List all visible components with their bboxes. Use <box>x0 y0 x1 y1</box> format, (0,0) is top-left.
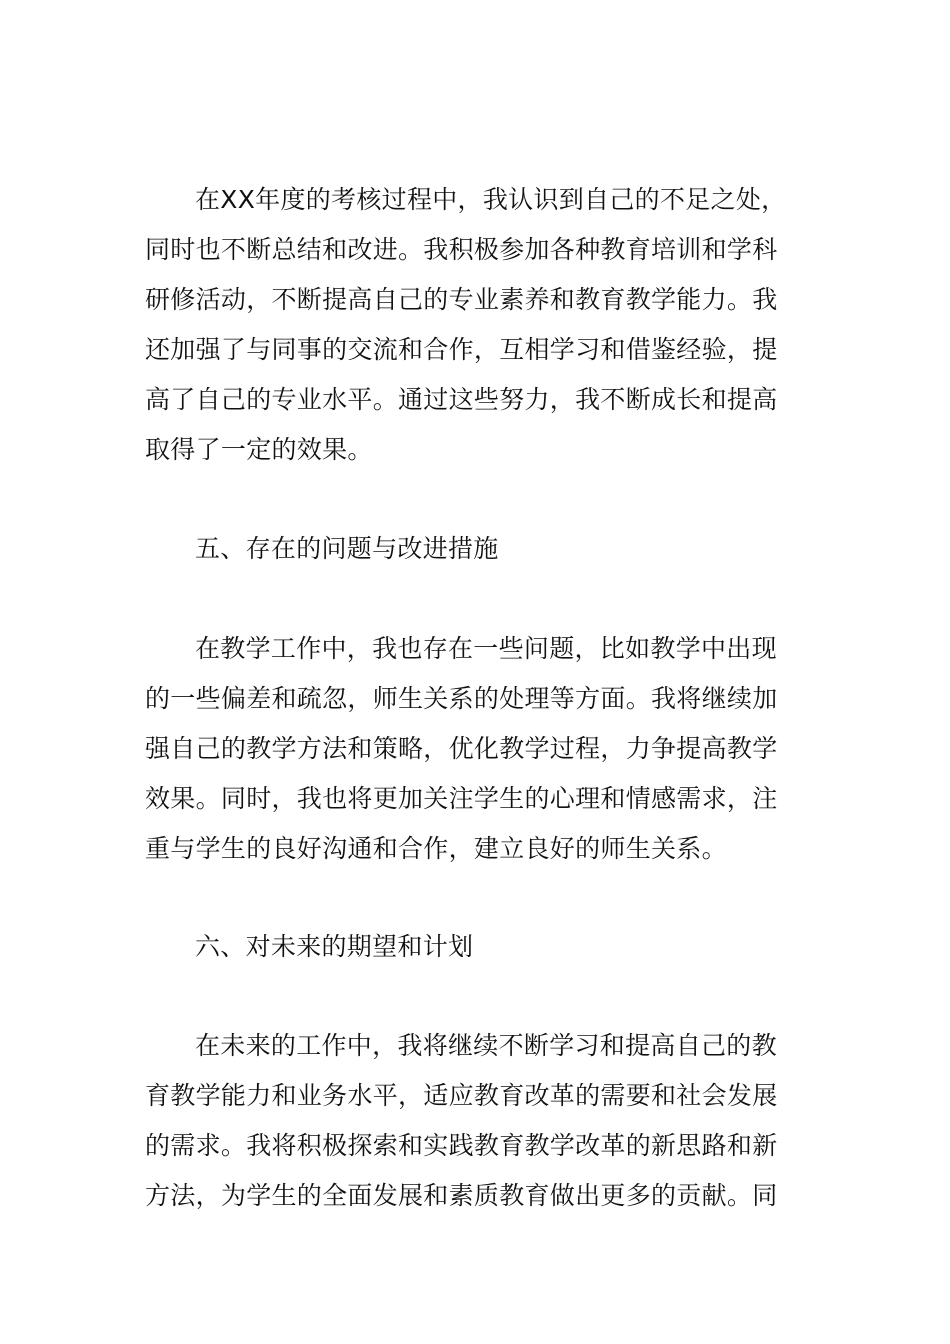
paragraph-line: 强自己的教学方法和策略，优化教学过程，力争提高教学 <box>145 734 778 763</box>
section-heading: 五、存在的问题与改进措施 <box>195 534 499 563</box>
section-heading-future <box>145 922 815 972</box>
paragraph-line: 重与学生的良好沟通和合作，建立良好的师生关系。 <box>145 834 727 863</box>
paragraph-line: 在XX年度的考核过程中，我认识到自己的不足之处， <box>195 185 787 214</box>
paragraph-line: 研修活动，不断提高自己的专业素养和教育教学能力。我 <box>145 285 778 314</box>
paragraph-line: 的需求。我将积极探索和实践教育教学改革的新思路和新 <box>145 1131 778 1160</box>
paragraph-line: 取得了一定的效果。 <box>145 435 373 464</box>
paragraph-line: 在教学工作中，我也存在一些问题，比如教学中出现 <box>195 634 777 663</box>
paragraph-line: 高了自己的专业水平。通过这些努力，我不断成长和提高 <box>145 385 778 414</box>
section-heading-problems <box>145 524 815 574</box>
paragraph-future <box>145 1021 815 1221</box>
paragraph-line: 还加强了与同事的交流和合作，互相学习和借鉴经验，提 <box>145 335 778 364</box>
paragraph-line: 在未来的工作中，我将继续不断学习和提高自己的教 <box>195 1031 777 1060</box>
paragraph-line: 方法，为学生的全面发展和素质教育做出更多的贡献。同 <box>145 1181 778 1210</box>
paragraph-problems <box>145 624 815 874</box>
paragraph-line: 的一些偏差和疏忽，师生关系的处理等方面。我将继续加 <box>145 684 778 713</box>
paragraph-line: 育教学能力和业务水平，适应教育改革的需要和社会发展 <box>145 1081 778 1110</box>
paragraph-line: 同时也不断总结和改进。我积极参加各种教育培训和学科 <box>145 235 778 264</box>
section-heading: 六、对未来的期望和计划 <box>195 932 474 961</box>
paragraph-line: 效果。同时，我也将更加关注学生的心理和情感需求，注 <box>145 784 778 813</box>
paragraph-assessment-reflection <box>145 175 815 475</box>
